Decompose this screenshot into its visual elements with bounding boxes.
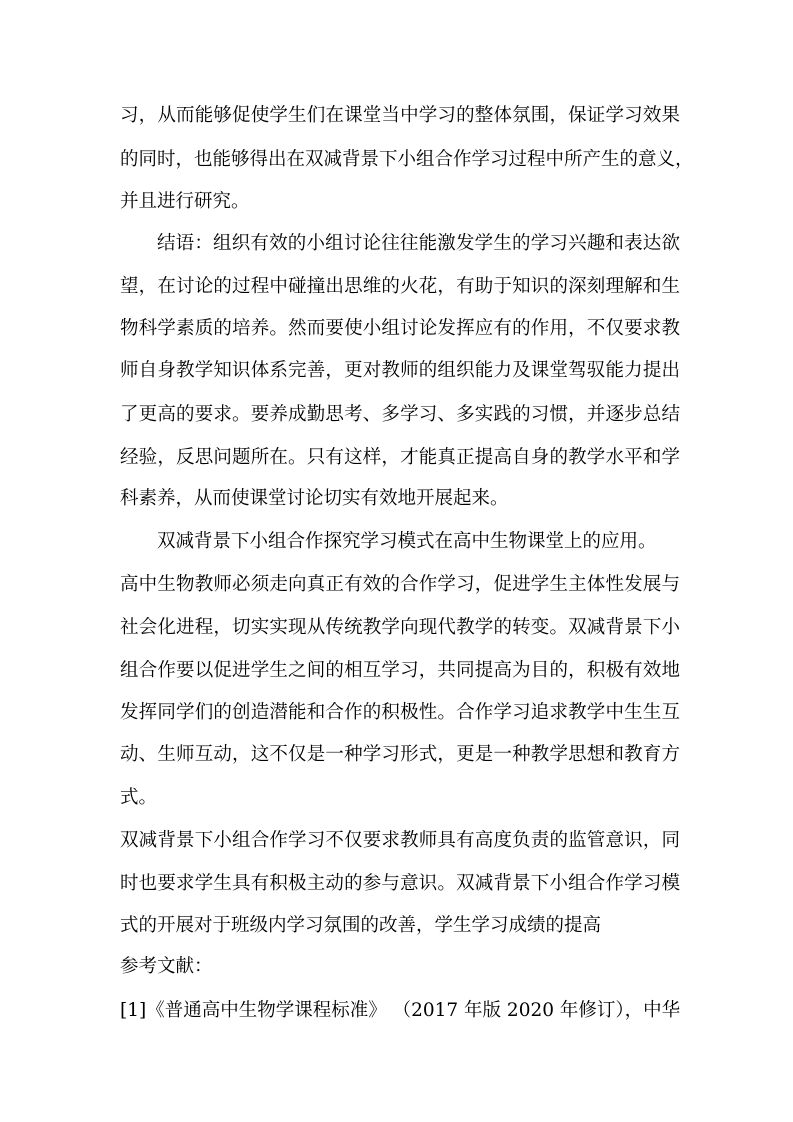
text-line: 科素养，从而使课堂讨论切实有效地开展起来。	[120, 488, 509, 509]
text-line: 并且进行研究。	[120, 191, 250, 212]
text-line: 动、生师互动，这不仅是一种学习形式，更是一种教学思想和教育方	[120, 744, 680, 765]
text-line: 望，在讨论的过程中碰撞出思维的火花，有助于知识的深刻理解和生	[120, 276, 680, 297]
text-line: 时也要求学生具有积极主动的参与意识。双减背景下小组合作学习模	[120, 873, 680, 894]
text-line: 了更高的要求。要养成勤思考、多学习、多实践的习惯，并逐步总结	[120, 404, 680, 425]
text-line: 高中生物教师必须走向真正有效的合作学习，促进学生主体性发展与	[120, 574, 680, 595]
text-line: 双减背景下小组合作学习不仅要求教师具有高度负责的监管意识，同	[120, 830, 680, 851]
text-line: 的同时，也能够得出在双减背景下小组合作学习过程中所产生的意义，	[120, 149, 694, 170]
text-line: 式。	[120, 787, 158, 808]
text-line: 式的开展对于班级内学习氛围的改善，学生学习成绩的提高	[120, 915, 602, 936]
text-line: 经验，反思问题所在。只有这样，才能真正提高自身的教学水平和学	[120, 447, 680, 468]
text-line: 师自身教学知识体系完善，更对教师的组织能力及课堂驾驭能力提出	[120, 360, 680, 381]
text-line: 物科学素质的培养。然而要使小组讨论发挥应有的作用，不仅要求教	[120, 318, 680, 339]
text-line: 社会化进程，切实实现从传统教学向现代教学的转变。双减背景下小	[120, 617, 680, 638]
text-line: 结语：组织有效的小组讨论往往能激发学生的学习兴趣和表达欲	[157, 233, 680, 254]
text-line: 组合作要以促进学生之间的相互学习，共同提高为目的，积极有效地	[120, 660, 680, 681]
text-line: 双减背景下小组合作探究学习模式在高中生物课堂上的应用。	[157, 531, 657, 552]
text-line: 发挥同学们的创造潜能和合作的积极性。合作学习追求教学中生生互	[120, 702, 680, 723]
text-line: 习，从而能够促使学生们在课堂当中学习的整体氛围，保证学习效果	[120, 105, 680, 126]
reference-item: [1]《普通高中生物学课程标准》 （2017 年版 2020 年修订），中华	[120, 1000, 681, 1021]
references-heading: 参考文献：	[120, 956, 213, 977]
